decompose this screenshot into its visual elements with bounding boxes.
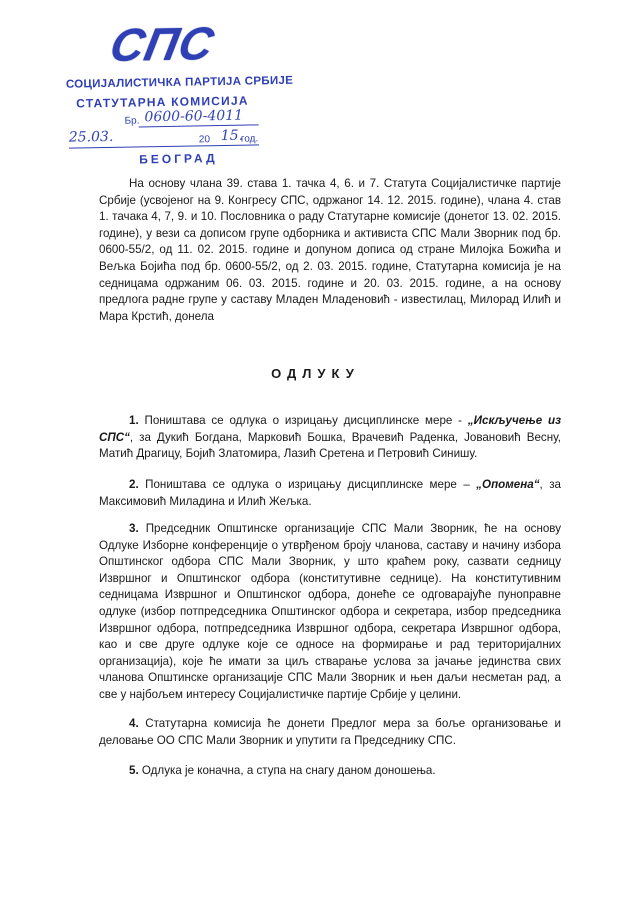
decision-item-5 xyxy=(99,763,561,780)
stamp-date-prefix: 20 xyxy=(198,134,211,146)
item-number: 1. xyxy=(129,414,139,427)
stamp-party-name: СОЦИЈАЛИСТИЧКА ПАРТИЈА СРБИЈЕ xyxy=(65,74,294,91)
decision-item-1 xyxy=(99,413,561,463)
item-text-continued: , за Дукић Богдана, Марковић Бошка, Врачевић Раденка, Јовановић Весну, Матић Драгицу, Бојић Златомира, Лазић Сретена и Петровић Синишу. xyxy=(99,430,561,461)
measure-name: „Искључење из СПС“ xyxy=(99,414,561,444)
item-number: 4. xyxy=(129,717,139,730)
stamp-date-suffix: год. xyxy=(240,133,259,145)
stamp-reg-number: 0600-60-4011 xyxy=(144,107,244,126)
stamp-commission: СТАТУТАРНА КОМИСИЈА xyxy=(76,93,249,111)
intro-paragraph: На основу члана 39. става 1. тачка 4, 6. и 7. Статута Социјалистичке партије Србије (усвојеног на 9. Конгресу СПС, одржаног 14. 12. 2015. године), члана 4. став 1. тачака 4, 7, 9. и 10. Пословника о раду Статутарне комисије (донетог 13. 02. 2015. године), у вези са дописом групе одборника и активиста СПС Мали Зворник под бр. 0600-55/2, од 11. 02. 2015. године и допуном дописа од стране Милојка Божића и Вељка Бојића под бр. 0600-55/2, од 2. 03. 2015. године, Статутарна комисија је на седницама одржаним 06. 03. 2015. године и 20. 03. 2015. године, а на основу предлога радне групе у саставу Младен Младеновић - известилац, Милорад Илић и Мара Крстић, донела xyxy=(99,177,561,323)
stamp-date-year: 15. xyxy=(220,127,244,145)
item-text-continued: , за Максимовић Миладина и Илић Жељка. xyxy=(99,478,561,508)
item-number: 5. xyxy=(129,764,139,777)
decision-item-2 xyxy=(99,477,561,510)
stamp-city: БЕОГРАД xyxy=(139,151,218,167)
party-stamp xyxy=(59,17,294,167)
decision-item-3 xyxy=(99,521,561,704)
item-text: Поништава се одлука о изрицању дисциплинске мере – xyxy=(145,478,477,491)
decision-item-4 xyxy=(99,716,561,749)
item-text: Одлука је коначна, а ступа на снагу даном доношења. xyxy=(141,764,436,777)
item-number: 3. xyxy=(129,522,139,535)
measure-name: „Опомена“ xyxy=(476,478,540,491)
stamp-date-day-month: 25.03. xyxy=(68,128,114,146)
stamp-logo: СПС xyxy=(106,17,219,72)
item-text: Председник Општинске организације СПС Мали Зворник, ће на основу Одлуке Изборне конференције о утврђеном броју чланова, саставу и начину избора Општинског одбора СПС Мали Зворник, у што краћем року, сазвати седницу Извршног и Општинског одбора (конститутивне седнице). На конститутивним седницама Извршног и Општинског одбора, донеће се одговарајуће пуноправне одлуке (избор потпредседника Општинског одбора и секретара, избор председника Извршног одбора, потпредседника Извршног одбора, секретара Извршног одбора, као и све друге одлуке које се односе на формирање и рад територијалних организација), које ће имати за циљ стварање услова за јачање јединства свих чланова Општинске организације СПС Мали Зворник и њен даљи несметан рад, а све у најбољем интересу Социјалистичке партије Србије у целини. xyxy=(99,522,561,701)
item-text: Поништава се одлука о изрицању дисциплинске мере - xyxy=(144,414,468,427)
stamp-reg-label: Бр. xyxy=(124,115,140,127)
item-number: 2. xyxy=(129,478,139,491)
item-text: Статутарна комисија ће донети Предлог мера за боље организовање и деловање ОО СПС Мали Зворник и упутити га Председнику СПС. xyxy=(99,717,561,747)
decision-title: ОДЛУКУ xyxy=(271,366,360,381)
